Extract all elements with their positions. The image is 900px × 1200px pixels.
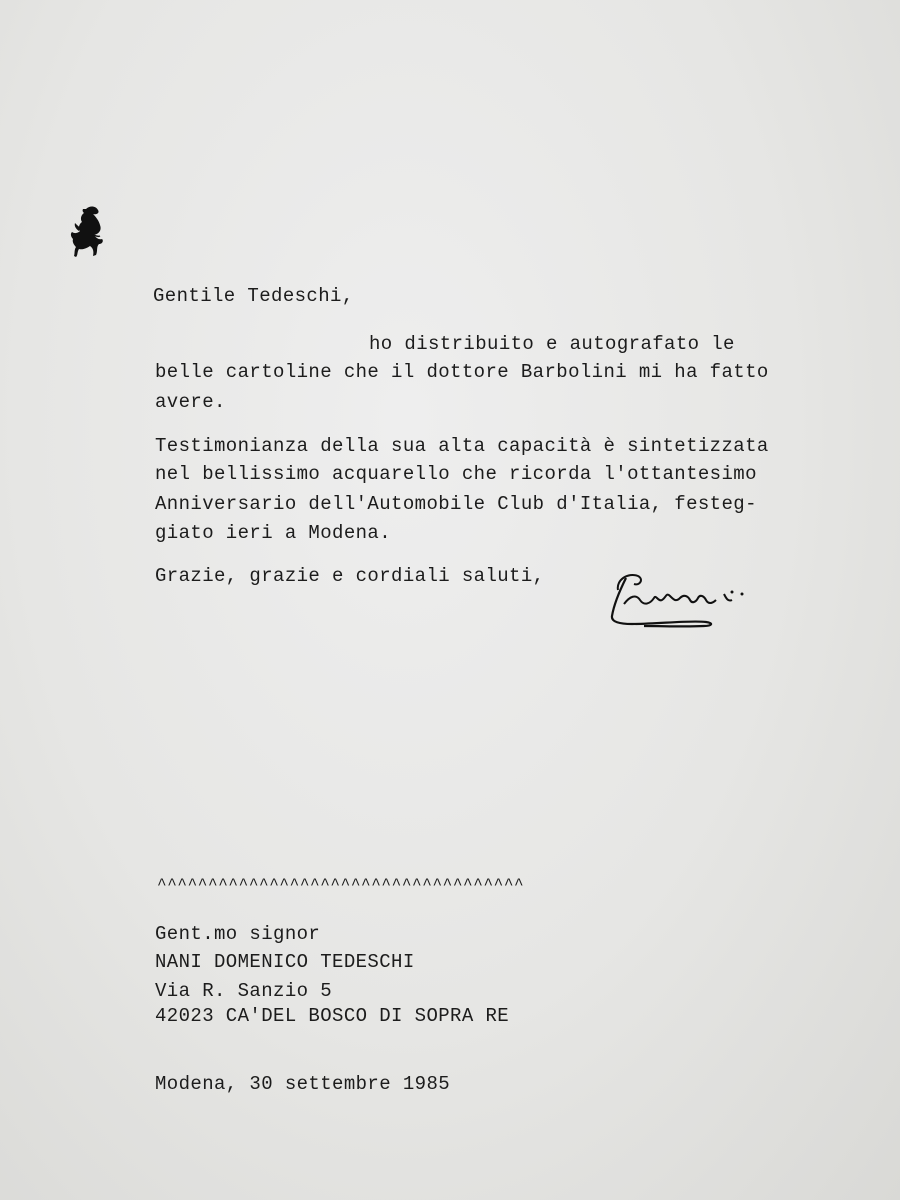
recipient-line-3: Via R. Sanzio 5: [155, 980, 333, 1002]
salutation: Gentile Tedeschi,: [153, 285, 354, 307]
recipient-line-4: 42023 CA'DEL BOSCO DI SOPRA RE: [155, 1005, 510, 1027]
body-line-3: avere.: [155, 391, 226, 413]
body-line-5: nel bellissimo acquarello che ricorda l'ottantesimo: [155, 463, 757, 485]
divider-line: ^^^^^^^^^^^^^^^^^^^^^^^^^^^^^^^^^^^^: [157, 876, 525, 894]
body-line-4: Testimonianza della sua alta capacità è sintetizzata: [155, 435, 769, 457]
body-line-2: belle cartoline che il dottore Barbolini mi ha fatto: [155, 361, 769, 383]
body-line-1: ho distribuito e autografato le: [369, 333, 735, 355]
body-line-6: Anniversario dell'Automobile Club d'Italia, festeg-: [155, 493, 757, 515]
date-line: Modena, 30 settembre 1985: [155, 1073, 451, 1095]
closing: Grazie, grazie e cordiali saluti,: [155, 565, 545, 587]
recipient-line-1: Gent.mo signor: [155, 923, 321, 945]
body-line-7: giato ieri a Modena.: [155, 522, 392, 544]
recipient-line-2: NANI DOMENICO TEDESCHI: [155, 951, 415, 973]
prancing-horse-icon: [66, 203, 110, 259]
signature: [604, 560, 754, 632]
